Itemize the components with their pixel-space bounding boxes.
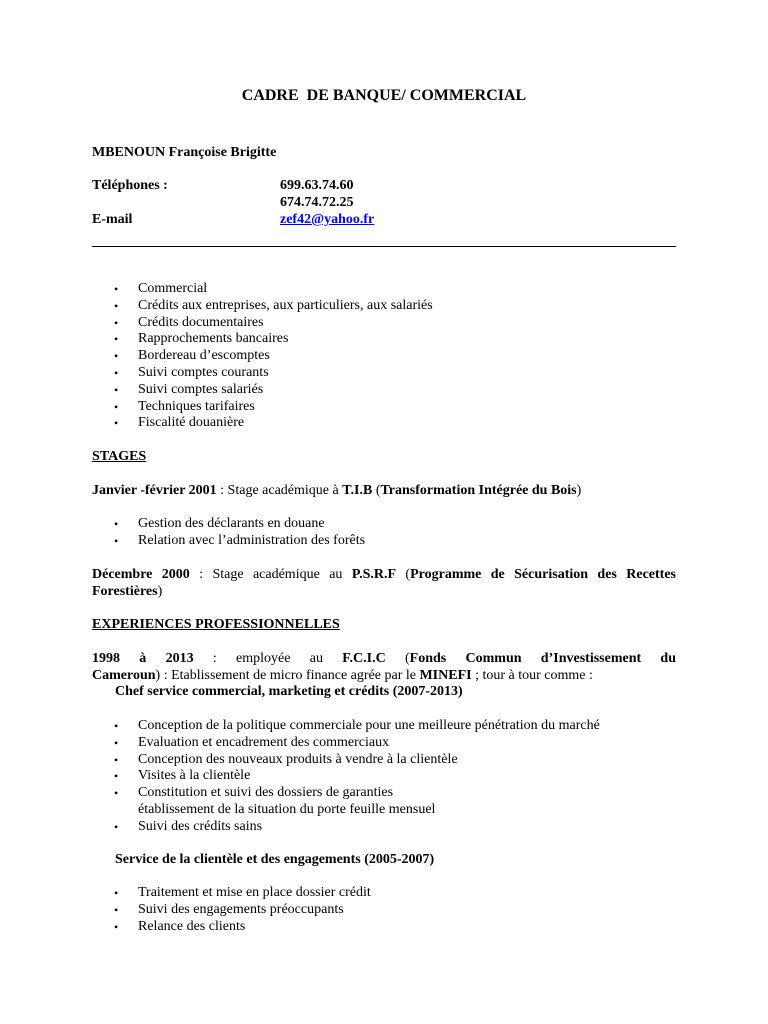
bullet-dot-icon: • xyxy=(114,533,119,548)
bullet-dot-icon: • xyxy=(114,735,119,750)
list-item: • Relance des clients xyxy=(114,918,246,934)
phone-2: 674.74.72.25 xyxy=(280,195,354,210)
bullet-dot-icon: • xyxy=(114,365,119,380)
stage-1-org: T.I.B xyxy=(342,483,373,498)
bullet-dot-icon: • xyxy=(114,282,119,296)
list-item: établissement de la situation du porte feuille mensuel xyxy=(138,801,436,817)
list-item: • Visites à la clientèle xyxy=(114,768,251,784)
bullet-dot-icon: • xyxy=(114,349,119,364)
list-item: • Traitement et mise en place dossier crédit xyxy=(114,885,371,900)
email-label: E-mail xyxy=(92,212,133,227)
bullet-dot-icon: • xyxy=(114,517,119,531)
phones-label: Téléphones : xyxy=(92,178,168,193)
bullet-dot-icon: • xyxy=(114,298,119,313)
list-item: • Suivi des crédits sains xyxy=(114,818,263,834)
experience-org: F.C.I.C xyxy=(342,651,386,666)
role-1-list xyxy=(0,718,600,836)
list-item: • Suivi comptes courants xyxy=(114,364,269,380)
list-item: • Evaluation et encadrement des commerciaux xyxy=(114,734,390,750)
bullet-dot-icon: • xyxy=(114,315,119,330)
page-title: CADRE DE BANQUE/ COMMERCIAL xyxy=(241,87,527,104)
list-item: • Suivi des engagements préoccupants xyxy=(114,901,344,917)
stage-1-line: Janvier -février 2001 : Stage académique à T.I.B (Transformation Intégrée du Bois) xyxy=(92,483,582,498)
role-2-list xyxy=(0,885,371,935)
email-link[interactable]: zef42@yahoo.fr xyxy=(280,212,375,227)
experience-years: 1998 à 2013 xyxy=(92,651,194,666)
list-item: • Fiscalité douanière xyxy=(114,415,245,431)
bullet-dot-icon: • xyxy=(114,752,119,767)
stage-2-org: P.S.R.F xyxy=(351,567,397,582)
ministry: MINEFI xyxy=(419,667,472,683)
stage-1-org-full: Transformation Intégrée du Bois xyxy=(380,483,577,498)
bullet-dot-icon: • xyxy=(114,416,119,431)
list-item: • Crédits aux entreprises, aux particuliers, aux salariés xyxy=(114,297,433,313)
skills-list xyxy=(0,281,433,432)
list-item: • Suivi comptes salariés xyxy=(114,381,264,397)
list-item: • Conception des nouveaux produits à vendre à la clientèle xyxy=(114,751,458,767)
list-item: • Rapprochements bancaires xyxy=(114,331,289,347)
stages-heading: STAGES xyxy=(92,449,147,464)
bullet-dot-icon: • xyxy=(114,399,119,414)
bullet-dot-icon: • xyxy=(114,332,119,347)
list-item: • Crédits documentaires xyxy=(114,314,264,330)
stage-1-list xyxy=(0,516,365,550)
bullet-dot-icon: • xyxy=(114,902,119,917)
list-item: • Relation avec l’administration des forêts xyxy=(114,532,366,548)
candidate-name: MBENOUN Françoise Brigitte xyxy=(92,145,277,160)
bullet-dot-icon: • xyxy=(114,886,119,900)
stage-1-date: Janvier -février 2001 xyxy=(92,483,217,498)
stage-2-line: Décembre 2000 : Stage académique au P.S.R.F (Programme de Sécurisation des Recettes Forestières) xyxy=(92,567,677,599)
experience-heading: EXPERIENCES PROFESSIONNELLES xyxy=(92,617,340,632)
list-item: • Commercial xyxy=(114,281,208,296)
role-1-title: Chef service commercial, marketing et crédits (2007-2013) xyxy=(115,684,463,699)
bullet-dot-icon: • xyxy=(114,382,119,397)
bullet-dot-icon: • xyxy=(114,719,119,733)
stage-2-date: Décembre 2000 xyxy=(92,567,190,582)
experience-intro: 1998 à 2013 : employée au F.C.I.C (Fonds Commun d’Investissement du Cameroun) : Etablissement de micro finance agrée par le MINEFI ; tour à tour comme : xyxy=(92,651,677,683)
bullet-dot-icon: • xyxy=(114,786,119,801)
list-item: • Conception de la politique commerciale pour une meilleure pénétration du marché xyxy=(114,718,600,733)
bullet-dot-icon: • xyxy=(114,769,119,784)
list-item: • Bordereau d’escomptes xyxy=(114,348,270,364)
list-item: • Gestion des déclarants en douane xyxy=(114,516,325,531)
bullet-dot-icon: • xyxy=(114,919,119,934)
list-item: • Constitution et suivi des dossiers de garanties xyxy=(114,785,394,801)
bullet-dot-icon: • xyxy=(114,819,119,834)
phone-1: 699.63.74.60 xyxy=(280,178,354,193)
list-item: • Techniques tarifaires xyxy=(114,398,255,414)
header-divider xyxy=(92,246,676,247)
role-2-title: Service de la clientèle et des engagements (2005-2007) xyxy=(115,852,435,867)
